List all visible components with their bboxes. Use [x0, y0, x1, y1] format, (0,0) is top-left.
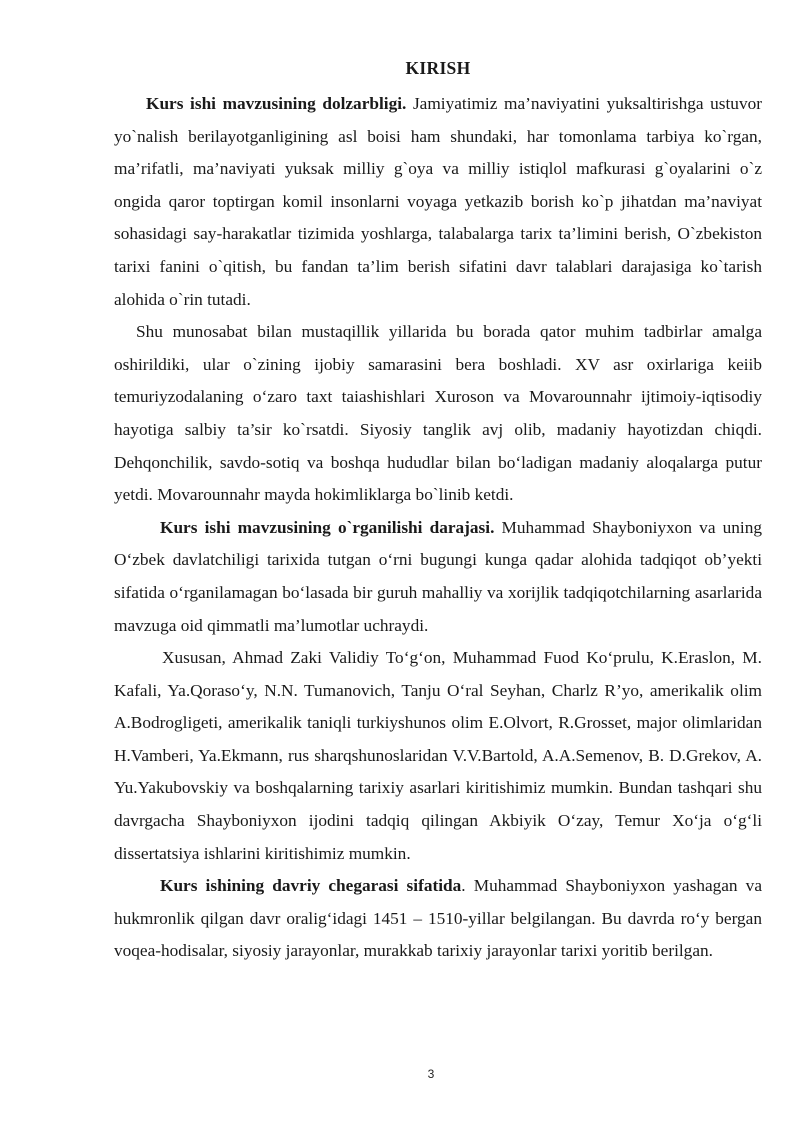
- paragraph-text: Shu munosabat bilan mustaqillik yillarida bu borada qator muhim tadbirlar amalga oshirildiki, ular o`zining ijobiy samarasini bera boshladi. XV asr oxirlariga keiib temuriyzodalaning o‘zaro taxt taiashishlari Xuroson va Movarounnahr ijtimoiy-iqtisodiy hayotiga salbiy ta’sir ko`rsatdi. Siyosiy tanglik avj olib, madaniy hayotizdan chiqdi. Dehqonchilik, savdo-sotiq va boshqa hududlar bilan bo‘ladigan madaniy aloqalarga putur yetdi. Movarounnahr mayda hokimliklarga bo`linib ketdi.: [114, 322, 762, 505]
- paragraph-lead: Kurs ishi mavzusining o`rganilishi darajasi.: [160, 517, 495, 537]
- document-body: [114, 88, 762, 968]
- paragraph-relevance: [114, 88, 762, 316]
- paragraph-study-level: [114, 512, 762, 642]
- paragraph-text: . Muhammad Shayboniyxon yashagan va hukmronlik qilgan davr oralig‘idagi 1451 – 1510-yillar belgilangan. Bu davrda ro‘y bergan voqea-hodisalar, siyosiy jarayonlar, murakkab tarixiy jarayonlar tarixi yoritib berilgan.: [114, 876, 762, 961]
- paragraph-lead: Kurs ishi mavzusining dolzarbligi.: [146, 94, 407, 113]
- paragraph-lead: Kurs ishining davriy chegarasi sifatida: [160, 876, 462, 896]
- paragraph-text: Xususan, Ahmad Zaki Validiy To‘g‘on, Muhammad Fuod Ko‘prulu, K.Eraslon, M. Kafali, Ya.Qoraso‘y, N.N. Tumanovich, Tanju O‘ral Seyhan, Charlz R’yo, amerikalik olim A.Bodrogligeti, amerikalik taniqli turkiyshunos olim E.Olvort, R.Grosset, major olimlaridan H.Vamberi, Ya.Ekmann, rus sharqshunoslaridan V.V.Bartold, A.A.Semenov, B. D.Grekov, A. Yu.Yakubovskiy va boshqalarning tarixiy asarlari kiritishimiz mumkin. Bundan tashqari shu davrgacha Shayboniyxon ijodini tadqiq qilingan Akbiyik O‘zay, Temur Xo‘ja o‘g‘li dissertatsiya ishlarini kiritishimiz mumkin.: [114, 648, 762, 863]
- paragraph-period: [114, 870, 762, 968]
- paragraph-researchers: [114, 642, 762, 870]
- paragraph-text: Muhammad Shayboniyxon va uning O‘zbek davlatchiligi tarixida tutgan o‘rni bugungi kunga qadar alohida tadqiqot ob’yekti sifatida o‘rganilamagan bo‘lasada bir guruh mahalliy va xorijlik tadqiqotchilarning asarlarida mavzuga oid qimmatli ma’lumotlar uchraydi.: [114, 517, 762, 635]
- page-title: KIRISH: [405, 58, 471, 78]
- paragraph-text: Jamiyatimiz ma’naviyatini yuksaltirishga ustuvor yo`nalish berilayotganligining asl boisi ham shundaki, har tomonlama tarbiya ko`rgan, ma’rifatli, ma’naviyati yuksak milliy g`oya va milliy istiqlol mafkurasi g`oyalarini o`z ongida qaror toptirgan komil insonlarni voyaga yetkazib borish ko`p jihatdan ma’naviyat sohasidagi say-harakatlar tizimida yoshlarga, talabalarga tarix ta’limini berish, O`zbekiston tarixi fanini o`qitish, bu fandan ta’lim berish sifatini davr talablari darajasiga ko`tarish alohida o`rin tutadi.: [114, 94, 762, 309]
- page-number: 3: [427, 1067, 435, 1081]
- paragraph-context: [114, 316, 762, 512]
